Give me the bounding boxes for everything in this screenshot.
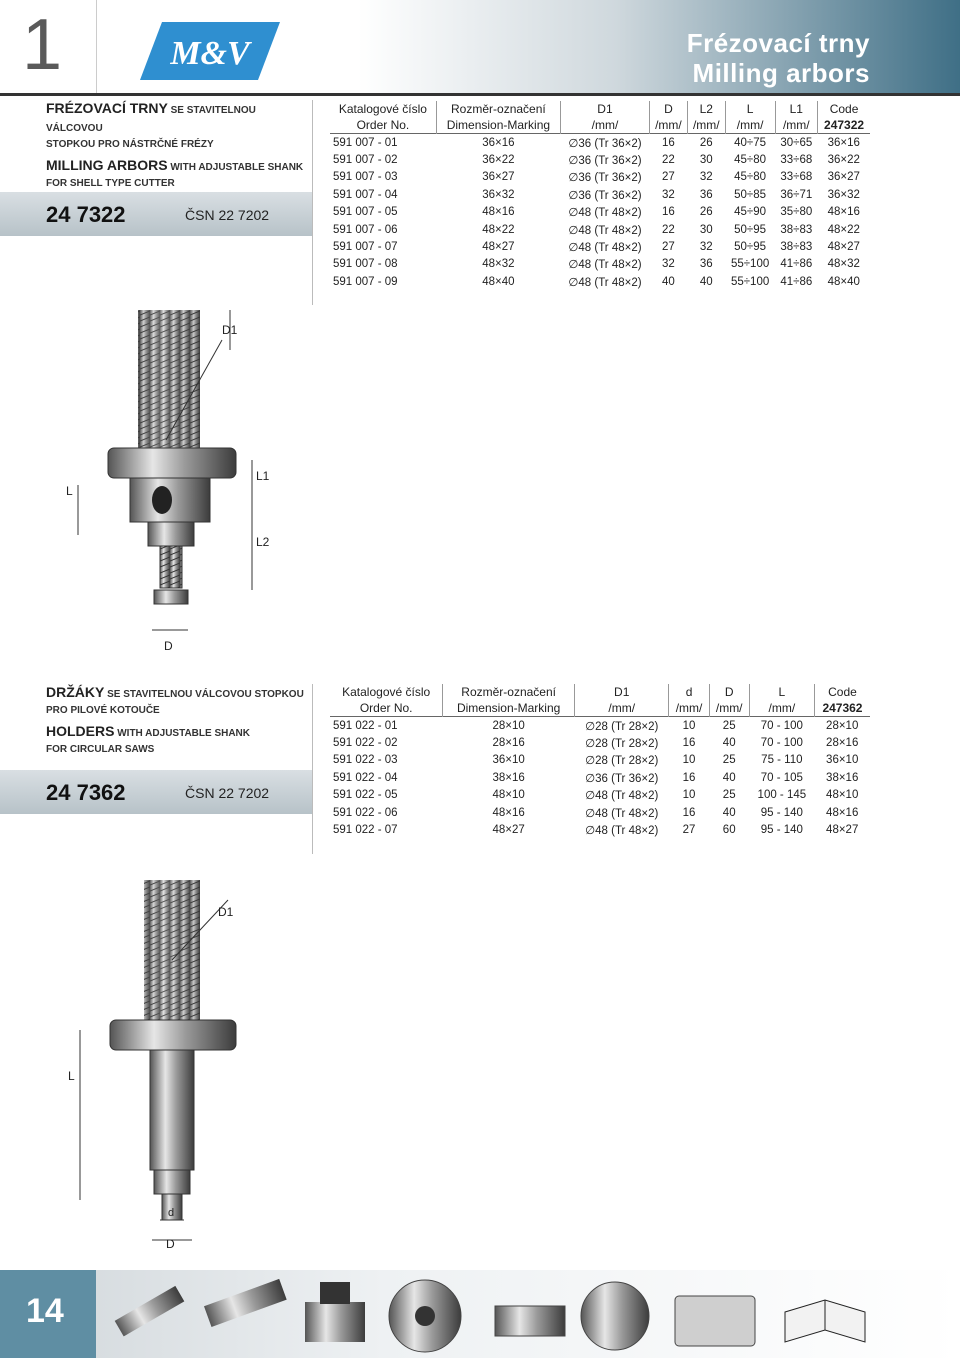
table-cell: 48×27	[827, 241, 860, 254]
col-code: Code 247362	[822, 685, 863, 715]
table-cell: 33÷68	[780, 154, 813, 167]
tool-case-icon	[675, 1296, 755, 1346]
table-cell: 40	[722, 771, 736, 784]
table-cell: 28×10	[492, 719, 525, 732]
table-cell: 591 022 - 06	[333, 806, 398, 819]
table-cell: 70 - 100	[760, 719, 803, 732]
table-cell: 100 - 145	[757, 789, 807, 802]
table-cell: ∅48 (Tr 48×2)	[568, 276, 642, 289]
table-cell: 16	[682, 771, 696, 784]
section1-divider	[312, 100, 313, 305]
table-cell: ∅28 (Tr 28×2)	[585, 738, 659, 751]
table-cell: 41÷86	[780, 275, 813, 288]
table-cell: 36×32	[482, 188, 515, 201]
table-cell: 48×27	[492, 824, 525, 837]
dim-d1-label: D1	[222, 323, 238, 337]
table-cell: ∅48 (Tr 48×2)	[585, 790, 659, 803]
table-cell: 48×16	[482, 206, 515, 219]
col-l2: L2 /mm/	[687, 101, 725, 134]
table-cell: 40	[662, 275, 675, 288]
table-cell: 32	[662, 258, 675, 271]
sleeve-icon	[204, 1279, 287, 1327]
col-d-small: d /mm/	[669, 684, 709, 717]
table-cell: 45÷80	[734, 154, 767, 167]
table-cell: 10	[682, 789, 696, 802]
section2-label-cz-line2: PRO PILOVÉ KOTOUČE	[46, 705, 160, 716]
table-cell: 25	[722, 754, 736, 767]
table-cell: 36×27	[482, 171, 515, 184]
col-d1: D1 /mm/	[560, 101, 649, 134]
table-cell: 50÷95	[734, 223, 767, 236]
dim-d-small-label: d	[168, 1207, 175, 1219]
dim-l1-label: L1	[256, 469, 270, 483]
section1-table	[330, 101, 870, 291]
table-cell: 38÷83	[780, 241, 813, 254]
table-cell: ∅48 (Tr 48×2)	[585, 807, 659, 820]
table-cell: 16	[662, 206, 675, 219]
table-cell: 591 022 - 04	[333, 771, 398, 784]
table-cell: 591 007 - 06	[333, 223, 398, 236]
table-header-row	[330, 101, 870, 134]
table-cell: 36×16	[482, 136, 515, 149]
table-cell: 22	[662, 223, 675, 236]
vise-icon	[495, 1306, 565, 1336]
section1-table-body	[330, 134, 870, 291]
table-cell: 25	[722, 789, 736, 802]
col-dimension: Rozměr-označení Dimension-Marking	[436, 101, 560, 134]
table-cell: 55÷100	[730, 275, 770, 288]
table-row	[330, 204, 870, 221]
table-row	[330, 787, 870, 804]
table-cell: 591 022 - 07	[333, 824, 398, 837]
section1-label-en-main: MILLING ARBORS	[46, 157, 168, 173]
table-cell: 48×27	[482, 241, 515, 254]
table-cell: 36÷71	[780, 188, 813, 201]
table-row	[330, 238, 870, 255]
table-cell: 40÷75	[734, 136, 767, 149]
table-cell: 48×40	[482, 275, 515, 288]
table-cell: 36×27	[827, 171, 860, 184]
table-cell: 38÷83	[780, 223, 813, 236]
section2-table	[330, 684, 870, 839]
table-cell: 30	[699, 223, 713, 236]
section1-label	[46, 100, 306, 192]
col-l: L /mm/	[749, 684, 814, 717]
table-cell: 28×10	[826, 719, 859, 732]
table-cell: 30	[699, 154, 713, 167]
table-row	[330, 752, 870, 769]
table-cell: 28×16	[492, 737, 525, 750]
table-cell: ∅48 (Tr 48×2)	[568, 259, 642, 272]
arbor-icon	[115, 1286, 185, 1337]
table-cell: ∅36 (Tr 36×2)	[568, 137, 642, 150]
table-cell: 36×10	[826, 754, 859, 767]
table-cell: 10	[682, 719, 696, 732]
table-row	[330, 273, 870, 290]
table-cell: 10	[682, 754, 696, 767]
table-cell: 41÷86	[780, 258, 813, 271]
section2-norm: ČSN 22 7202	[185, 785, 270, 801]
table-row	[330, 821, 870, 838]
table-cell: ∅48 (Tr 48×2)	[568, 242, 642, 255]
table-cell: 50÷85	[734, 188, 767, 201]
col-d1: D1 /mm/	[574, 684, 668, 717]
footer-product-strip	[105, 1272, 875, 1356]
table-cell: 95 - 140	[760, 806, 803, 819]
table-cell: 25	[722, 719, 736, 732]
table-cell: 40	[722, 737, 736, 750]
section2-label-en-rest: WITH ADJUSTABLE SHANK	[114, 728, 251, 739]
section1-label-cz-main: FRÉZOVACÍ TRNY	[46, 100, 168, 116]
table-cell: 75 - 110	[761, 754, 803, 767]
table-cell: 16	[682, 737, 696, 750]
table-cell: 28×16	[826, 737, 859, 750]
dim-l2-label: L2	[256, 535, 270, 549]
table-cell: 591 022 - 02	[333, 737, 398, 750]
section2-label-cz-main: DRŽÁKY	[46, 684, 105, 700]
table-cell: ∅48 (Tr 48×2)	[568, 207, 642, 220]
table-cell: 40	[722, 806, 736, 819]
section2-label-en-line2: FOR CIRCULAR SAWS	[46, 744, 155, 755]
table-cell: 48×27	[826, 824, 859, 837]
milling-arbor-drawing	[50, 310, 310, 660]
table-cell: 27	[662, 171, 675, 184]
table-cell: 70 - 105	[760, 771, 803, 784]
table-cell: 48×10	[492, 789, 525, 802]
table-cell: 55÷100	[730, 258, 770, 271]
col-d: D /mm/	[709, 684, 749, 717]
chapter-number: 1	[22, 5, 63, 85]
table-cell: 33÷68	[780, 171, 813, 184]
section2-label-en-main: HOLDERS	[46, 723, 115, 739]
table-row	[330, 804, 870, 821]
chuck-icon	[389, 1280, 461, 1352]
table-cell: 591 007 - 05	[333, 206, 398, 219]
table-cell: 16	[682, 806, 696, 819]
table-row	[330, 734, 870, 751]
section1-norm: ČSN 22 7202	[185, 207, 270, 223]
tool-holder-icon	[305, 1282, 365, 1342]
table-cell: 45÷80	[734, 171, 767, 184]
table-cell: 26	[699, 136, 713, 149]
table-cell: 36×16	[827, 136, 860, 149]
brand-logo	[140, 22, 280, 80]
table-cell: 48×32	[482, 258, 515, 271]
page-title-cz: Frézovací trny	[686, 28, 870, 58]
table-cell: 40	[699, 275, 713, 288]
table-cell: 591 007 - 09	[333, 275, 398, 288]
table-row	[330, 717, 870, 735]
table-cell: 591 007 - 08	[333, 258, 398, 271]
section1-label-en-rest: WITH ADJUSTABLE SHANK	[167, 162, 304, 173]
svg-text:M&V: M&V	[170, 35, 250, 72]
table-cell: 36×10	[492, 754, 525, 767]
section1-label-en-line2: FOR SHELL TYPE CUTTER	[46, 178, 175, 189]
table-row	[330, 169, 870, 186]
table-row	[330, 134, 870, 152]
page-number: 14	[26, 1292, 64, 1330]
table-cell: ∅36 (Tr 36×2)	[585, 772, 659, 785]
table-cell: 36	[699, 188, 713, 201]
table-cell: 591 007 - 07	[333, 241, 398, 254]
table-cell: 70 - 100	[760, 737, 803, 750]
table-cell: ∅48 (Tr 48×2)	[585, 825, 659, 838]
table-cell: 591 022 - 01	[333, 719, 398, 732]
col-code: Code 247322	[824, 102, 865, 132]
table-cell: 95 - 140	[760, 824, 803, 837]
table-cell: 591 007 - 04	[333, 188, 398, 201]
table-cell: 27	[662, 241, 675, 254]
table-row	[330, 186, 870, 203]
table-header-row	[330, 684, 870, 717]
table-row	[330, 256, 870, 273]
table-cell: 38×16	[492, 771, 525, 784]
table-cell: 50÷95	[734, 241, 767, 254]
table-cell: 22	[662, 154, 675, 167]
col-l: L /mm/	[725, 101, 775, 134]
table-cell: 36	[699, 258, 713, 271]
col-order-no: Katalogové číslo Order No.	[330, 101, 436, 134]
table-row	[330, 221, 870, 238]
col-dimension: Rozměr-označení Dimension-Marking	[443, 684, 575, 717]
table-cell: ∅36 (Tr 36×2)	[568, 189, 642, 202]
dim-l-label: L	[66, 484, 73, 498]
rotary-table-icon	[581, 1282, 649, 1350]
catalog-book-icon	[785, 1300, 865, 1342]
table-row	[330, 151, 870, 168]
section2-divider	[312, 684, 313, 854]
table-cell: 27	[682, 824, 696, 837]
table-cell: ∅36 (Tr 36×2)	[568, 172, 642, 185]
table-cell: 591 022 - 05	[333, 789, 398, 802]
table-cell: 591 007 - 01	[333, 136, 398, 149]
table-cell: 32	[699, 171, 713, 184]
header-divider	[0, 93, 960, 96]
col-d: D /mm/	[649, 101, 687, 134]
table-row	[330, 769, 870, 786]
section2-table-body	[330, 717, 870, 839]
saw-holder-drawing	[50, 880, 310, 1250]
section1-label-cz-line2: STOPKOU PRO NÁSTRČNÉ FRÉZY	[46, 139, 214, 150]
table-cell: 36×32	[827, 188, 860, 201]
table-cell: 36×22	[827, 154, 860, 167]
table-cell: 48×16	[826, 806, 859, 819]
table-cell: 35÷80	[780, 206, 813, 219]
section1-label-cz-rest: SE STAVITELNOU VÁLCOVOU	[46, 105, 256, 134]
table-cell: 30÷65	[780, 136, 813, 149]
section2-label	[46, 684, 306, 758]
table-cell: 48×32	[827, 258, 860, 271]
table-cell: 48×16	[492, 806, 525, 819]
dim-d-label: D	[164, 639, 173, 653]
table-cell: ∅28 (Tr 28×2)	[585, 755, 659, 768]
col-l1: L1 /mm/	[775, 101, 818, 134]
table-cell: 60	[722, 824, 736, 837]
table-cell: 591 007 - 02	[333, 154, 398, 167]
table-cell: ∅28 (Tr 28×2)	[585, 720, 659, 733]
table-cell: 36×22	[482, 154, 515, 167]
section2-label-cz-rest: SE STAVITELNOU VÁLCOVOU STOPKOU	[104, 689, 304, 700]
table-cell: 16	[662, 136, 675, 149]
table-cell: 591 022 - 03	[333, 754, 398, 767]
section1-code: 24 7322	[46, 202, 126, 227]
page-title-en: Milling arbors	[692, 58, 870, 88]
table-cell: 45÷90	[734, 206, 767, 219]
table-cell: 32	[662, 188, 675, 201]
table-cell: 26	[699, 206, 713, 219]
section2-code: 24 7362	[46, 780, 126, 805]
dim-d-label: D	[166, 1237, 175, 1250]
table-cell: 48×16	[827, 206, 860, 219]
col-order-no: Katalogové číslo Order No.	[330, 684, 443, 717]
table-cell: 38×16	[826, 771, 859, 784]
dim-l-label: L	[68, 1069, 75, 1083]
table-cell: 32	[699, 241, 713, 254]
table-cell: 48×40	[827, 275, 860, 288]
table-cell: 48×22	[827, 223, 860, 236]
table-cell: ∅48 (Tr 48×2)	[568, 224, 642, 237]
dim-d1-label: D1	[218, 905, 234, 919]
table-cell: 591 007 - 03	[333, 171, 398, 184]
table-cell: 48×10	[826, 789, 859, 802]
table-cell: 48×22	[482, 223, 515, 236]
table-cell: ∅36 (Tr 36×2)	[568, 155, 642, 168]
